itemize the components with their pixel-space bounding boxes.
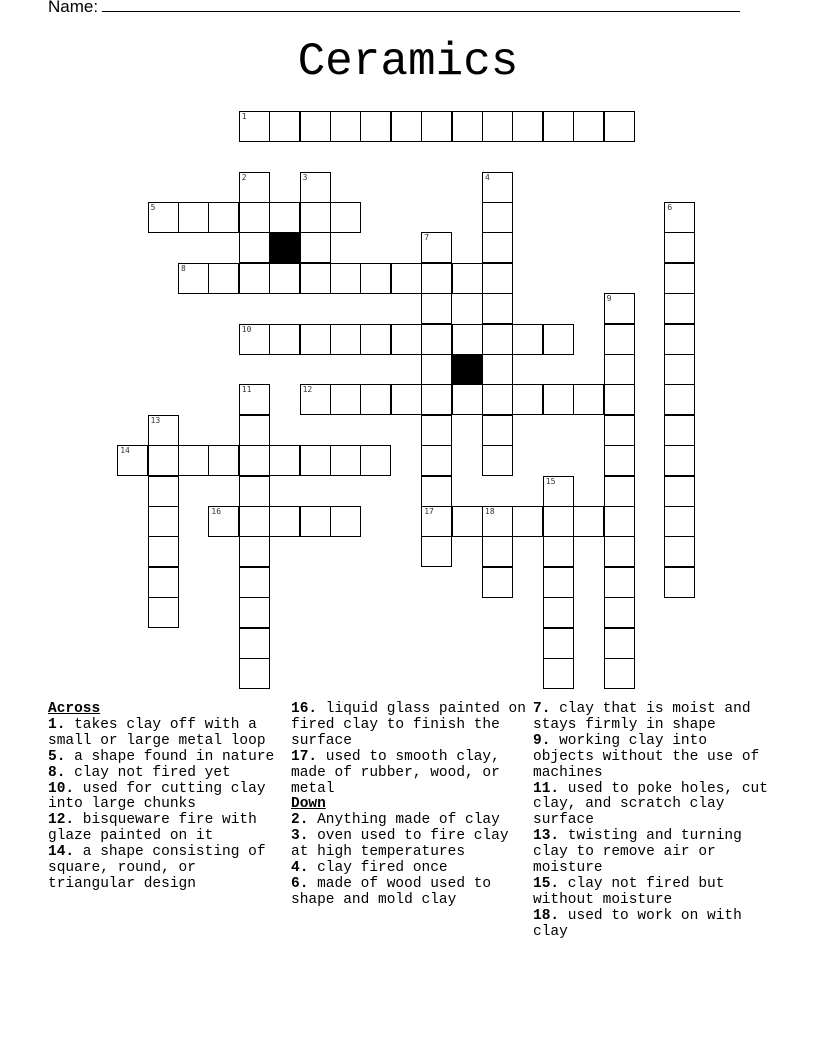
grid-cell[interactable] xyxy=(239,506,270,537)
grid-cell[interactable] xyxy=(482,324,513,355)
down-heading: Down xyxy=(291,796,326,813)
grid-cell[interactable] xyxy=(482,536,513,567)
grid-cell[interactable] xyxy=(239,384,270,415)
grid-cell[interactable] xyxy=(452,263,483,294)
grid-cell[interactable] xyxy=(269,506,300,537)
grid-cell[interactable] xyxy=(421,445,452,476)
clues-column-1 xyxy=(48,702,283,893)
grid-cell[interactable] xyxy=(664,232,695,263)
grid-cell[interactable] xyxy=(148,445,179,476)
clue-number: 16 xyxy=(211,506,222,516)
clues-column-2 xyxy=(291,702,526,909)
grid-cell[interactable] xyxy=(664,536,695,567)
name-label: Name: xyxy=(48,0,99,16)
grid-cell[interactable] xyxy=(300,324,331,355)
grid-cell[interactable] xyxy=(604,658,635,689)
grid-cell[interactable] xyxy=(239,172,270,203)
grid-cell[interactable] xyxy=(421,263,452,294)
grid-cell[interactable] xyxy=(239,597,270,628)
grid-cell[interactable] xyxy=(543,597,574,628)
across-clue-14: 14. a shape consisting of square, round, or triangular design xyxy=(48,844,266,892)
grid-cell[interactable] xyxy=(239,232,270,263)
grid-cell[interactable] xyxy=(452,111,483,142)
grid-cell[interactable] xyxy=(391,384,422,415)
grid-cell[interactable] xyxy=(664,202,695,233)
black-cell xyxy=(269,232,300,263)
grid-cell[interactable] xyxy=(117,445,148,476)
grid-cell[interactable] xyxy=(664,263,695,294)
down-clue-11: 11. used to poke holes, cut clay, and scratch clay surface xyxy=(533,780,768,829)
across-clue-8: 8. clay not fired yet xyxy=(48,764,231,781)
grid-cell[interactable] xyxy=(269,202,300,233)
grid-cell[interactable] xyxy=(543,536,574,567)
grid-cell[interactable] xyxy=(330,202,361,233)
grid-cell[interactable] xyxy=(148,202,179,233)
grid-cell[interactable] xyxy=(300,384,331,415)
grid-cell[interactable] xyxy=(664,324,695,355)
grid-cell[interactable] xyxy=(482,445,513,476)
down-clue-6: 6. made of wood used to shape and mold clay xyxy=(291,875,492,908)
grid-cell[interactable] xyxy=(482,506,513,537)
grid-cell[interactable] xyxy=(239,263,270,294)
grid-cell[interactable] xyxy=(543,658,574,689)
grid-cell[interactable] xyxy=(482,415,513,446)
grid-cell[interactable] xyxy=(300,111,331,142)
grid-cell[interactable] xyxy=(543,476,574,507)
grid-cell[interactable] xyxy=(421,354,452,385)
clue-number: 2 xyxy=(241,172,247,182)
grid-cell[interactable] xyxy=(208,506,239,537)
clue-number: 8 xyxy=(181,263,186,273)
grid-cell[interactable] xyxy=(239,111,270,142)
grid-cell[interactable] xyxy=(604,628,635,659)
black-cell xyxy=(452,354,483,385)
grid-cell[interactable] xyxy=(239,628,270,659)
grid-cell[interactable] xyxy=(604,476,635,507)
grid-cell[interactable] xyxy=(239,445,270,476)
grid-cell[interactable] xyxy=(604,597,635,628)
grid-cell[interactable] xyxy=(208,445,239,476)
grid-cell[interactable] xyxy=(421,476,452,507)
grid-cell[interactable] xyxy=(604,354,635,385)
grid-cell[interactable] xyxy=(360,445,391,476)
grid-cell[interactable] xyxy=(543,324,574,355)
grid-cell[interactable] xyxy=(543,384,574,415)
across-clue-16: 16. liquid glass painted on fired clay to finish the surface xyxy=(291,701,526,749)
grid-cell[interactable] xyxy=(330,384,361,415)
grid-cell[interactable] xyxy=(482,384,513,415)
clue-number: 17 xyxy=(424,506,434,516)
grid-cell[interactable] xyxy=(604,293,635,324)
grid-cell[interactable] xyxy=(664,445,695,476)
grid-cell[interactable] xyxy=(239,476,270,507)
grid-cell[interactable] xyxy=(543,567,574,598)
grid-cell[interactable] xyxy=(300,506,331,537)
grid-cell[interactable] xyxy=(239,202,270,233)
grid-cell[interactable] xyxy=(239,567,270,598)
grid-cell[interactable] xyxy=(178,445,209,476)
down-clue-7: 7. clay that is moist and stays firmly in shape xyxy=(533,701,751,733)
clue-number: 4 xyxy=(485,172,490,182)
across-clue-10: 10. used for cutting clay into large chunks xyxy=(48,780,266,813)
grid-cell[interactable] xyxy=(421,536,452,567)
clue-number: 3 xyxy=(302,172,308,182)
grid-cell[interactable] xyxy=(512,384,543,415)
across-clue-17: 17. used to smooth clay, made of rubber, wood, or metal xyxy=(291,748,500,797)
grid-cell[interactable] xyxy=(482,354,513,385)
grid-cell[interactable] xyxy=(482,567,513,598)
grid-cell[interactable] xyxy=(543,628,574,659)
grid-cell[interactable] xyxy=(543,506,574,537)
grid-cell[interactable] xyxy=(148,597,179,628)
grid-cell[interactable] xyxy=(664,415,695,446)
grid-cell[interactable] xyxy=(452,506,483,537)
grid-cell[interactable] xyxy=(421,111,452,142)
grid-cell[interactable] xyxy=(421,293,452,324)
page-title: Ceramics xyxy=(297,36,519,88)
clue-number: 5 xyxy=(150,202,156,212)
grid-cell[interactable] xyxy=(148,415,179,446)
grid-cell[interactable] xyxy=(208,202,239,233)
grid-cell[interactable] xyxy=(360,324,391,355)
down-clue-3: 3. oven used to fire clay at high temperatures xyxy=(291,828,509,861)
clue-number: 7 xyxy=(424,233,430,243)
grid-cell[interactable] xyxy=(604,324,635,355)
grid-cell[interactable] xyxy=(664,293,695,324)
grid-cell[interactable] xyxy=(421,384,452,415)
grid-cell[interactable] xyxy=(239,415,270,446)
clue-number: 13 xyxy=(150,415,161,425)
grid-cell[interactable] xyxy=(330,263,361,294)
clue-number: 1 xyxy=(241,111,247,121)
grid-cell[interactable] xyxy=(239,658,270,689)
clue-number: 12 xyxy=(302,385,313,395)
grid-cell[interactable] xyxy=(300,263,331,294)
grid-cell[interactable] xyxy=(421,506,452,537)
down-clue-13: 13. twisting and turning clay to remove air or moisture xyxy=(533,828,742,877)
clue-number: 15 xyxy=(545,476,556,486)
grid-cell[interactable] xyxy=(664,384,695,415)
grid-cell[interactable] xyxy=(664,476,695,507)
grid-cell[interactable] xyxy=(664,567,695,598)
grid-cell[interactable] xyxy=(330,111,361,142)
grid-cell[interactable] xyxy=(360,384,391,415)
grid-cell[interactable] xyxy=(178,202,209,233)
grid-cell[interactable] xyxy=(300,232,331,263)
grid-cell[interactable] xyxy=(269,445,300,476)
grid-cell[interactable] xyxy=(573,384,604,415)
down-clue-18: 18. used to work on with clay xyxy=(533,907,742,940)
grid-cell[interactable] xyxy=(543,111,574,142)
grid-cell[interactable] xyxy=(239,324,270,355)
clue-number: 18 xyxy=(485,506,495,516)
grid-cell[interactable] xyxy=(300,202,331,233)
grid-cell[interactable] xyxy=(604,567,635,598)
grid-cell[interactable] xyxy=(178,263,209,294)
down-clue-4: 4. clay fired once xyxy=(291,860,448,877)
grid-cell[interactable] xyxy=(604,415,635,446)
grid-cell[interactable] xyxy=(512,506,543,537)
grid-cell[interactable] xyxy=(482,202,513,233)
grid-cell[interactable] xyxy=(452,384,483,415)
grid-cell[interactable] xyxy=(148,567,179,598)
grid-cell[interactable] xyxy=(604,536,635,567)
grid-cell[interactable] xyxy=(482,293,513,324)
grid-cell[interactable] xyxy=(604,384,635,415)
grid-cell[interactable] xyxy=(482,232,513,263)
grid-cell[interactable] xyxy=(604,506,635,537)
clue-number: 6 xyxy=(667,202,673,212)
grid-cell[interactable] xyxy=(269,111,300,142)
grid-cell[interactable] xyxy=(300,445,331,476)
grid-cell[interactable] xyxy=(269,324,300,355)
grid-cell[interactable] xyxy=(330,506,361,537)
grid-cell[interactable] xyxy=(148,536,179,567)
down-clue-2: 2. Anything made of clay xyxy=(291,812,500,829)
grid-cell[interactable] xyxy=(604,111,635,142)
grid-cell[interactable] xyxy=(482,263,513,294)
grid-cell[interactable] xyxy=(330,445,361,476)
clue-number: 11 xyxy=(241,385,252,395)
grid-cell[interactable] xyxy=(421,324,452,355)
across-clue-5: 5. a shape found in nature xyxy=(48,748,275,765)
clues-column-3 xyxy=(533,702,768,941)
down-clue-15: 15. clay not fired but without moisture xyxy=(533,875,725,908)
grid-cell[interactable] xyxy=(482,111,513,142)
grid-cell[interactable] xyxy=(391,111,422,142)
grid-cell[interactable] xyxy=(482,172,513,203)
grid-cell[interactable] xyxy=(148,476,179,507)
grid-cell[interactable] xyxy=(573,111,604,142)
grid-cell[interactable] xyxy=(391,324,422,355)
grid-cell[interactable] xyxy=(573,506,604,537)
clue-number: 9 xyxy=(606,294,612,304)
grid-cell[interactable] xyxy=(391,263,422,294)
grid-cell[interactable] xyxy=(604,445,635,476)
grid-cell[interactable] xyxy=(360,263,391,294)
grid-cell[interactable] xyxy=(269,263,300,294)
grid-cell[interactable] xyxy=(300,172,331,203)
grid-cell[interactable] xyxy=(664,354,695,385)
down-clue-9: 9. working clay into objects without the use of machines xyxy=(533,732,760,781)
grid-cell[interactable] xyxy=(512,324,543,355)
grid-cell[interactable] xyxy=(421,415,452,446)
grid-cell[interactable] xyxy=(664,506,695,537)
across-clue-1: 1. takes clay off with a small or large metal loop xyxy=(48,716,266,749)
grid-cell[interactable] xyxy=(330,324,361,355)
grid-cell[interactable] xyxy=(148,506,179,537)
clue-number: 14 xyxy=(120,446,130,456)
across-clue-12: 12. bisqueware fire with glaze painted on it xyxy=(48,812,257,845)
clue-number: 10 xyxy=(241,324,252,334)
grid-cell[interactable] xyxy=(512,111,543,142)
grid-cell[interactable] xyxy=(208,263,239,294)
across-heading: Across xyxy=(48,701,101,717)
grid-cell[interactable] xyxy=(239,536,270,567)
grid-cell[interactable] xyxy=(421,232,452,263)
grid-cell[interactable] xyxy=(360,111,391,142)
grid-cell[interactable] xyxy=(452,324,483,355)
